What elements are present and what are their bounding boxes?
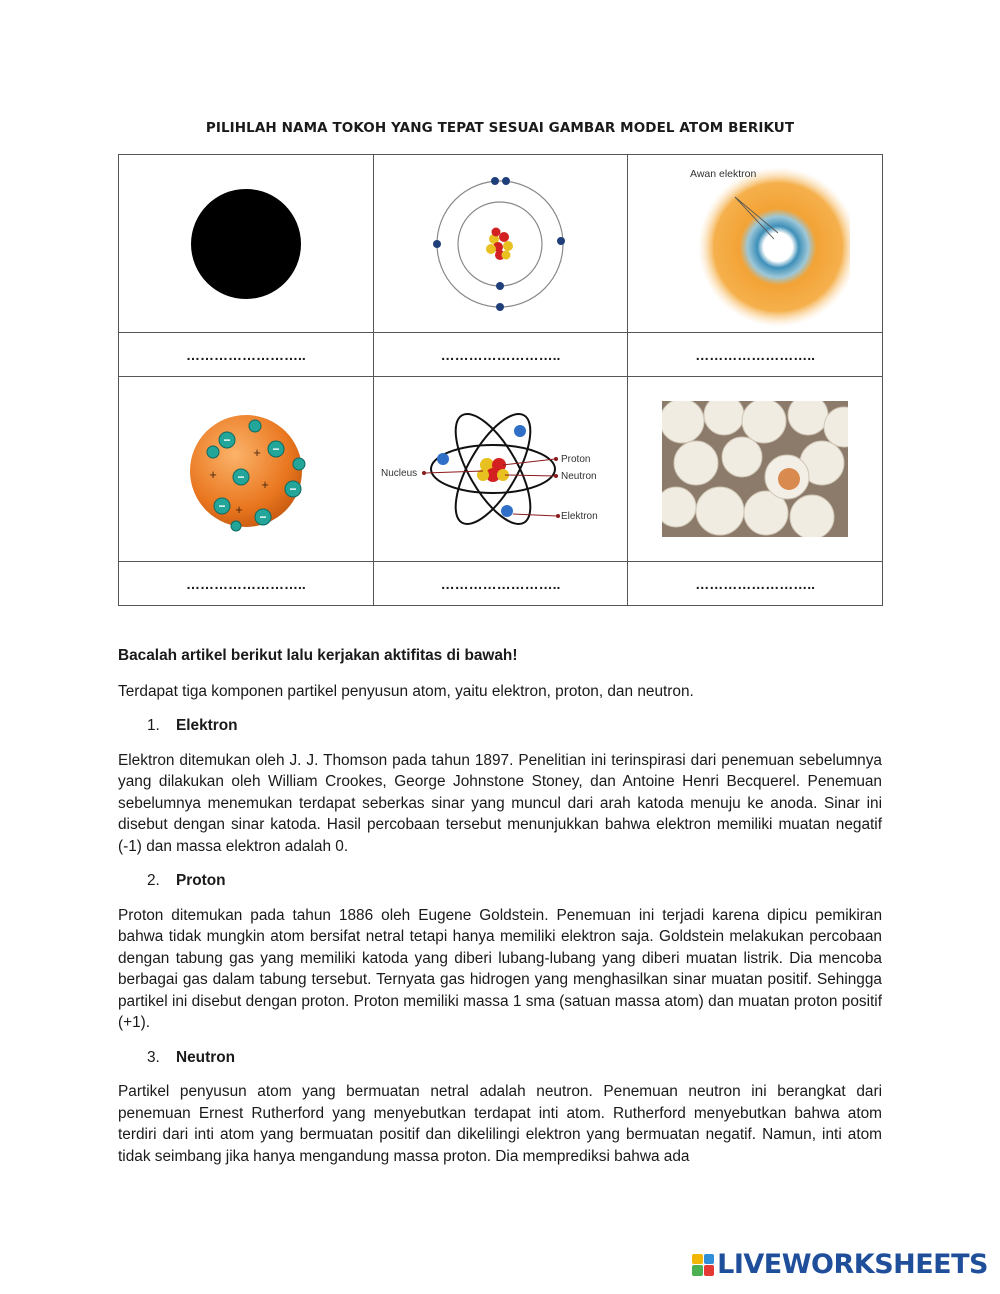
- svg-text:+: +: [209, 467, 217, 482]
- neutron-label: Neutron: [561, 471, 598, 482]
- svg-text:−: −: [223, 433, 231, 447]
- section-title-neutron: 3. Neutron: [147, 1048, 235, 1066]
- article-intro: Terdapat tiga komponen partikel penyusun atom, yaitu elektron, proton, dan neutron.: [118, 682, 694, 700]
- thomson-model-image: [176, 399, 316, 539]
- image-cell-bohr: [373, 155, 628, 333]
- svg-text:+: +: [235, 502, 243, 517]
- section-text-proton: Proton ditemukan pada tahun 1886 oleh Eugene Goldstein. Penemuan ini terjadi karena dipicu pemikiran bahwa tidak mungkin atom bersifat netral tetapi hanya memiliki elektron saja. Goldstein melakukan percobaan dengan tabung gas yang memiliki katoda yang diberi lubang-lubang yang diberi muatan listrik. Dia mencoba berbagai gas dalam tabung tersebut. Ternyata gas hidrogen yang menghasilkan sinar muatan positif. Sehingga partikel ini disebut dengan proton. Proton memiliki massa 1 sma (satuan massa atom) dan muatan proton positif (+1).: [118, 906, 882, 1031]
- svg-text:−: −: [259, 510, 267, 524]
- svg-text:−: −: [289, 482, 297, 496]
- image-cell-rutherford: [373, 377, 628, 562]
- svg-text:−: −: [272, 442, 280, 456]
- bohr-model-image: [420, 169, 580, 319]
- answer-field-1[interactable]: ……………………..: [185, 346, 306, 363]
- rutherford-model-image: [375, 389, 625, 549]
- answer-field-5[interactable]: ……………………..: [440, 575, 561, 592]
- dalton-model-image: [181, 179, 311, 309]
- section-title-proton: 2. Proton: [147, 872, 226, 889]
- image-cell-onde-onde: [628, 377, 883, 562]
- section-text-neutron: Partikel penyusun atom yang bermuatan netral adalah neutron. Penemuan neutron ini berangkat dari penemuan Ernest Rutherford yang menyebutkan terdapat inti atom. Rutherford menyebutkan bahwa atom terdiri dari inti atom yang bermuatan positif dan dikelilingi elektron yang bermuatan negatif. Namun, inti atom tidak seimbang jika hanya mengandung massa proton. Dia memprediksi bahwa ada: [118, 1083, 882, 1165]
- nucleus-label: Nucleus: [381, 468, 418, 479]
- electron-cloud-label: Awan elektron: [690, 167, 757, 180]
- svg-text:+: +: [261, 477, 269, 492]
- image-cell-electron-cloud: [628, 155, 883, 333]
- svg-text:−: −: [237, 470, 245, 484]
- section-text-electron: Elektron ditemukan oleh J. J. Thomson pada tahun 1897. Penelitian ini terinspirasi dari penemuan sebelumnya yang dilakukan oleh William Crookes, George Johnstone Stoney, dan Antoine Henri Becquerel. Penemuan sebelumnya menemukan terdapat seberkas sinar yang muncul dari arah katoda menuju ke anoda. Sinar ini disebut dengan sinar katoda. Hasil percobaan tersebut menunjukkan bahwa elektron memiliki muatan negatif (-1) dan massa elektron adalah 0.: [118, 751, 882, 855]
- brand-mark-icon: [692, 1254, 714, 1276]
- article: [118, 645, 882, 1180]
- answer-field-3[interactable]: ……………………..: [695, 346, 816, 363]
- electron-label: Elektron: [561, 511, 599, 522]
- electron-cloud-image: [660, 159, 850, 329]
- answer-field-4[interactable]: ……………………..: [185, 575, 306, 592]
- answer-field-2[interactable]: ……………………..: [440, 346, 561, 363]
- page-title: PILIHLAH NAMA TOKOH YANG TEPAT SESUAI GAMBAR MODEL ATOM BERIKUT: [205, 120, 795, 136]
- onde-onde-photo: [662, 401, 848, 537]
- image-cell-dalton: [119, 155, 374, 333]
- svg-text:−: −: [218, 499, 226, 513]
- answer-field-6[interactable]: ……………………..: [695, 575, 816, 592]
- proton-label: Proton: [561, 454, 591, 465]
- svg-text:+: +: [253, 445, 261, 460]
- atom-model-table: [118, 154, 883, 606]
- article-heading: Bacalah artikel berikut lalu kerjakan aktifitas di bawah!: [118, 647, 518, 664]
- section-title-electron: 1. Elektron: [147, 717, 238, 734]
- image-cell-thomson: [119, 377, 374, 562]
- brand-name: LIVEWORKSHEETS: [717, 1249, 988, 1280]
- liveworksheets-logo: [692, 1249, 988, 1280]
